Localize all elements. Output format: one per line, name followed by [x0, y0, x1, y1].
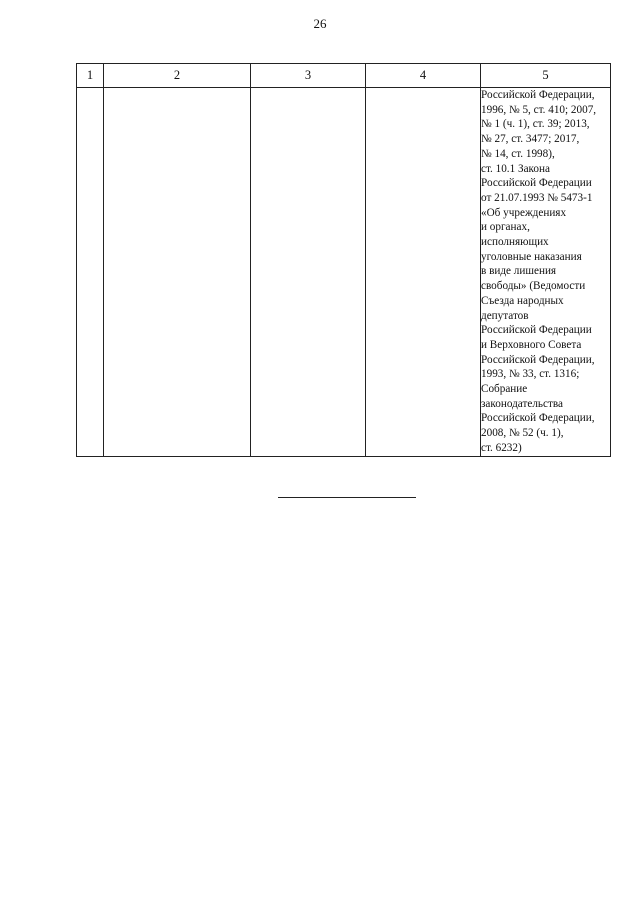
reference-line: ст. 6232) [481, 441, 522, 454]
reference-line: 1993, № 33, ст. 1316; [481, 368, 580, 381]
reference-line: № 14, ст. 1998), [481, 147, 555, 160]
reference-line: 2008, № 52 (ч. 1), [481, 427, 564, 440]
column-header-3: 3 [251, 64, 366, 88]
reference-line: от 21.07.1993 № 5473-1 [481, 191, 593, 204]
reference-line: Собрание [481, 383, 528, 396]
reference-line: депутатов [481, 309, 529, 322]
reference-line: в виде лишения [481, 265, 557, 278]
reference-line: и Верховного Совета [481, 338, 582, 351]
reference-line: ст. 10.1 Закона [481, 162, 550, 175]
reference-line: № 1 (ч. 1), ст. 39; 2013, [481, 118, 590, 131]
reference-line: «Об учреждениях [481, 206, 567, 219]
reference-line: Российской Федерации, [481, 412, 595, 425]
column-header-5: 5 [481, 64, 611, 88]
column-header-4: 4 [366, 64, 481, 88]
reference-line: Российской Федерации, [481, 353, 595, 366]
column-header-2: 2 [104, 64, 251, 88]
end-of-document-divider [278, 497, 416, 498]
cell-col-5-legal-references [481, 88, 611, 457]
document-table [76, 63, 611, 457]
column-header-1: 1 [77, 64, 104, 88]
reference-line: Съезда народных [481, 294, 564, 307]
reference-line: Российской Федерации [481, 324, 592, 337]
reference-line: Российской Федерации [481, 177, 592, 190]
reference-line: уголовные наказания [481, 250, 582, 263]
reference-line: законодательства [481, 397, 563, 410]
reference-line: Российской Федерации, [481, 89, 595, 101]
reference-line: и органах, [481, 221, 530, 234]
cell-col-1 [77, 88, 104, 457]
cell-col-3 [251, 88, 366, 457]
cell-col-4 [366, 88, 481, 457]
reference-line: 1996, № 5, ст. 410; 2007, [481, 103, 597, 116]
table-row [77, 88, 611, 457]
reference-line: свободы» (Ведомости [481, 280, 586, 293]
reference-line: № 27, ст. 3477; 2017, [481, 133, 580, 146]
page-number: 26 [313, 16, 327, 31]
table-header-row [77, 64, 611, 88]
reference-line: исполняющих [481, 236, 549, 249]
cell-col-2 [104, 88, 251, 457]
